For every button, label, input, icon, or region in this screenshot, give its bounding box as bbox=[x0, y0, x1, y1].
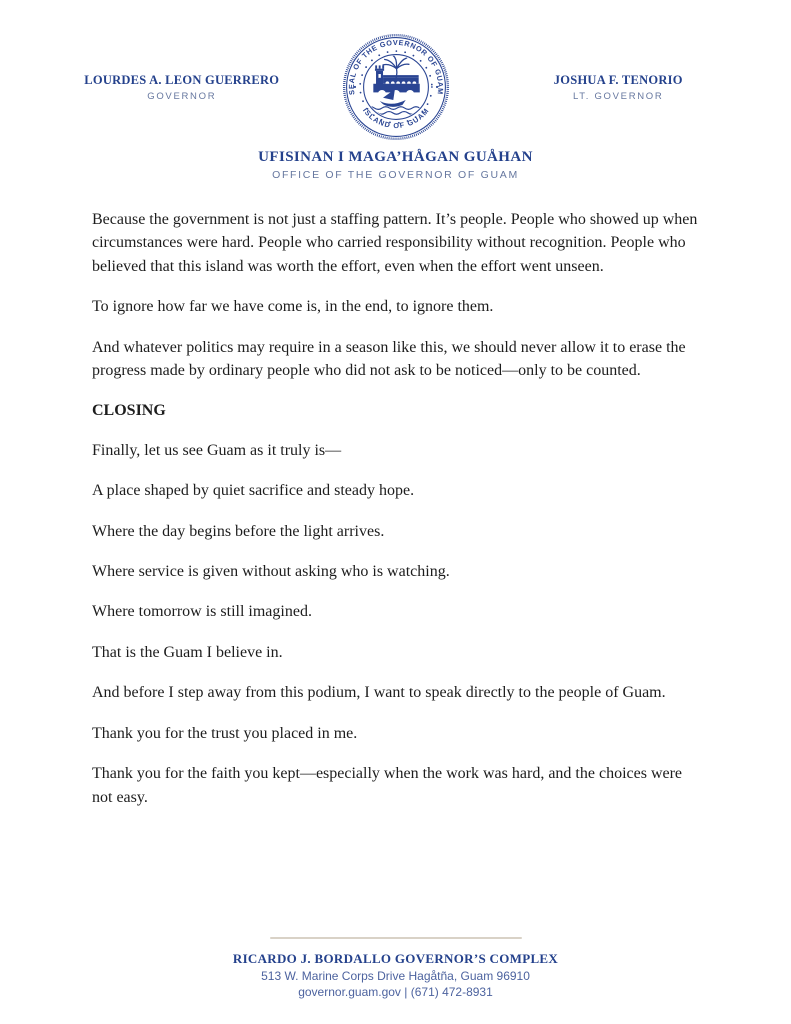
governor-seal bbox=[342, 33, 450, 141]
paragraph: And before I step away from this podium, I want to speak directly to the people of Guam. bbox=[92, 684, 666, 702]
office-title-chamorro: UFISINAN I MAGA’HÅGAN GUÅHAN bbox=[258, 149, 533, 165]
waves-icon bbox=[366, 107, 419, 115]
lt-governor-name-block bbox=[448, 73, 790, 102]
governor-name-block bbox=[11, 73, 353, 102]
paragraph: Where service is given without asking who is watching. bbox=[92, 563, 450, 581]
document-body bbox=[0, 181, 791, 809]
section-heading: CLOSING bbox=[92, 402, 166, 420]
tower-icon bbox=[374, 65, 383, 84]
seal-scene bbox=[366, 56, 419, 115]
paragraph: Thank you for the trust you placed in me. bbox=[92, 724, 358, 742]
footer-address: 513 W. Marine Corps Drive Hagåtña, Guam 96910 bbox=[261, 969, 530, 983]
letterhead bbox=[0, 0, 791, 181]
footer-divider bbox=[270, 937, 522, 939]
governor-seal-graphic bbox=[342, 33, 450, 141]
seal-bottom-text: ISLAND OF GUAM bbox=[360, 105, 431, 131]
lt-governor-name: JOSHUA F. TENORIO bbox=[553, 72, 683, 87]
svg-text:ISLAND OF GUAM bbox=[361, 106, 431, 130]
paragraph: Where tomorrow is still imagined. bbox=[92, 603, 312, 621]
paragraph: Because the government is not just a staffing pattern. It’s people. People who showed up when circumstances were hard. People who carried responsibility without recognition. People who believed that this island was worth the effort, even when the effort went unseen. bbox=[92, 211, 698, 275]
office-title-block bbox=[0, 149, 791, 181]
paragraph: A place shaped by quiet sacrifice and steady hope. bbox=[92, 482, 415, 500]
footer bbox=[0, 937, 791, 1000]
letterhead-row bbox=[0, 33, 791, 141]
lt-governor-title: LT. GOVERNOR bbox=[573, 90, 664, 102]
paragraph: That is the Guam I believe in. bbox=[92, 643, 283, 661]
paragraph: Finally, let us see Guam as it truly is— bbox=[92, 441, 342, 459]
office-title-english: OFFICE OF THE GOVERNOR OF GUAM bbox=[272, 169, 519, 181]
footer-complex-name: RICARDO J. BORDALLO GOVERNOR’S COMPLEX bbox=[232, 951, 559, 966]
governor-title: GOVERNOR bbox=[147, 90, 217, 102]
paragraph: And whatever politics may require in a season like this, we should never allow it to erase the progress made by ordinary people who did not ask to be noticed—only to be counted. bbox=[92, 338, 686, 380]
footer-contact: governor.guam.gov | (671) 472-8931 bbox=[298, 984, 493, 999]
paragraph: Thank you for the faith you kept—especially when the work was hard, and the choices were not easy. bbox=[92, 765, 683, 806]
paragraph: Where the day begins before the light arrives. bbox=[92, 522, 385, 540]
seal-top-text: SEAL OF THE GOVERNOR OF GUAM bbox=[346, 37, 445, 96]
governor-name: LOURDES A. LEON GUERRERO bbox=[84, 72, 280, 87]
paragraph: To ignore how far we have come is, in the end, to ignore them. bbox=[92, 298, 494, 316]
